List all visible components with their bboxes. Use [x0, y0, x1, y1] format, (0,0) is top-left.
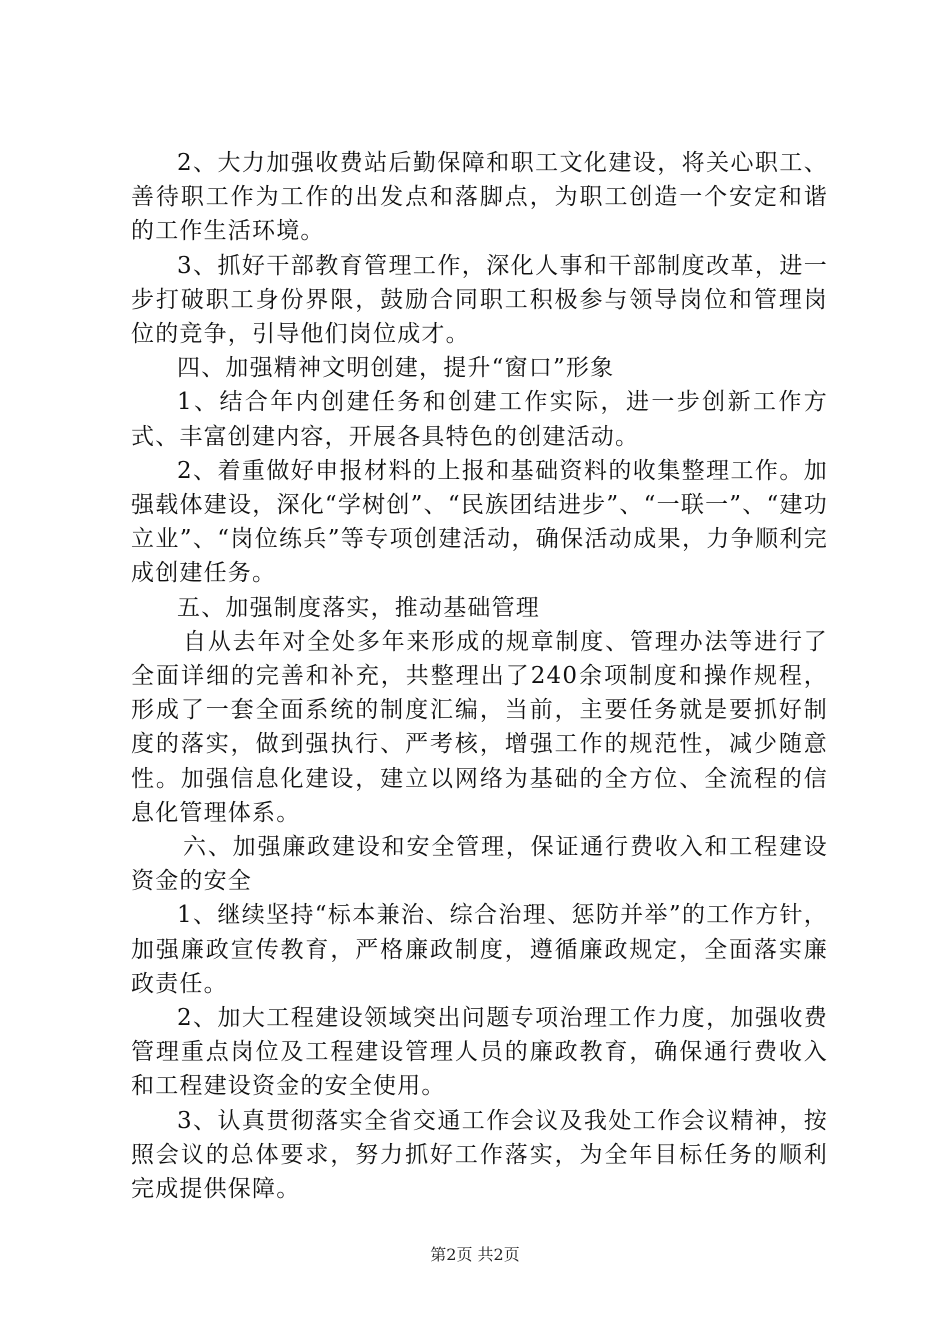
paragraph-5-body: 自从去年对全处多年来形成的规章制度、管理办法等进行了全面详细的完善和补充，共整理出了240余项制度和操作规程，形成了一套全面系统的制度汇编，当前，主要任务就是要抓好制度的落实，做到强执行、严考核，增强工作的规范性，减少随意性。加强信息化建设，建立以网络为基础的全方位、全流程的信息化管理体系。	[131, 628, 828, 826]
paragraph-3-cadre-education: 3、抓好干部教育管理工作，深化人事和干部制度改革，进一步打破职工身份界限，鼓励合同职工积极参与领导岗位和管理岗位的竞争，引导他们岗位成才。	[131, 252, 828, 348]
page-footer: 第2页 共2页	[430, 1245, 520, 1264]
paragraph-6-2: 2、加大工程建设领域突出问题专项治理工作力度，加强收费管理重点岗位及工程建设管理人员的廉政教育，确保通行费收入和工程建设资金的安全使用。	[131, 1005, 828, 1100]
paragraph-6-1: 1、继续坚持“标本兼治、综合治理、惩防并举”的工作方针，加强廉政宣传教育，严格廉政制度，遵循廉政规定，全面落实廉政责任。	[131, 902, 828, 997]
document-body	[131, 146, 828, 1206]
paragraph-4-1: 1、结合年内创建任务和创建工作实际，进一步创新工作方式、丰富创建内容，开展各具特色的创建活动。	[131, 389, 828, 450]
paragraph-4-2: 2、着重做好申报材料的上报和基础资料的收集整理工作。加强载体建设，深化“学树创”、“民族团结进步”、“一联一”、“建功立业”、“岗位练兵”等专项创建活动，确保活动成果，力争顺利完成创建任务。	[131, 457, 828, 587]
paragraph-6-3: 3、认真贯彻落实全省交通工作会议及我处工作会议精神，按照会议的总体要求，努力抓好工作落实，为全年目标任务的顺利完成提供保障。	[131, 1107, 828, 1203]
paragraph-2-logistics: 2、大力加强收费站后勤保障和职工文化建设，将关心职工、善待职工作为工作的出发点和落脚点，为职工创造一个安定和谐的工作生活环境。	[131, 150, 828, 245]
section-heading-6: 六、加强廉政建设和安全管理，保证通行费收入和工程建设资金的安全	[131, 834, 828, 895]
section-heading-5: 五、加强制度落实，推动基础管理	[177, 594, 540, 621]
section-heading-4: 四、加强精神文明创建，提升“窗口”形象	[177, 355, 615, 382]
